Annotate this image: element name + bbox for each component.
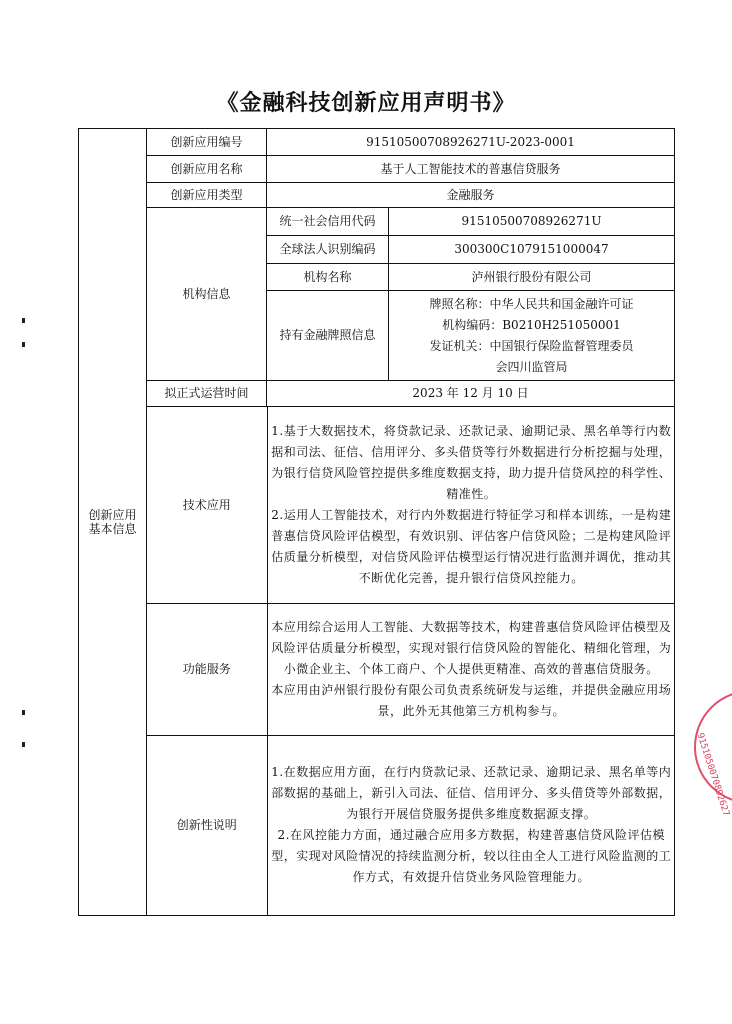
section-label-line2: 基本信息 xyxy=(88,522,137,536)
declaration-table xyxy=(78,128,675,916)
row-multi-section xyxy=(79,407,675,916)
planned-date-label: 拟正式运营时间 xyxy=(147,381,267,407)
license-line-4: 会四川监管局 xyxy=(495,359,568,374)
binding-hole-mark xyxy=(22,342,25,347)
row-app-name xyxy=(79,156,675,183)
innovation-paragraph-2: 2.在风控能力方面，通过融合应用多方数据，构建普惠信贷风险评估模型，实现对风险情况的持续监测分析，较以往由全人工进行风险监测的工作方式，有效提升信贷业务风险管理能力。 xyxy=(271,828,672,885)
license-line-3: 发证机关：中国银行保险监督管理委员 xyxy=(429,338,634,353)
row-tech xyxy=(147,407,675,603)
tech-label: 技术应用 xyxy=(147,407,267,603)
institution-label: 机构信息 xyxy=(147,208,267,381)
innovation-label: 创新性说明 xyxy=(147,735,267,915)
app-name-value: 基于人工智能技术的普惠信贷服务 xyxy=(267,156,675,183)
app-type-label: 创新应用类型 xyxy=(147,183,267,208)
row-app-number xyxy=(79,129,675,156)
function-paragraph-1: 本应用综合运用人工智能、大数据等技术，构建普惠信贷风险评估模型及风险评估质量分析模型，实现对银行信贷风险的智能化、精细化管理，为小微企业主、个体工商户、个人提供更精准、高效的普惠信贷服务。 xyxy=(271,619,672,676)
license-label: 持有金融牌照信息 xyxy=(267,291,389,381)
license-line-2: 机构编码：B0210H251050001 xyxy=(442,317,621,332)
lei-code-value: 300300C1079151000047 xyxy=(389,236,675,264)
seal-number: 9151050070892627 xyxy=(694,732,731,818)
row-innovation xyxy=(147,735,675,915)
app-number-label: 创新应用编号 xyxy=(147,129,267,156)
row-credit-code xyxy=(79,208,675,236)
function-paragraph-2: 本应用由泸州银行股份有限公司负责系统研发与运维，并提供金融应用场景，此外无其他第三方机构参与。 xyxy=(271,682,672,718)
license-info-cell xyxy=(389,291,675,381)
license-line-1: 牌照名称：中华人民共和国金融许可证 xyxy=(429,296,634,311)
app-name-label: 创新应用名称 xyxy=(147,156,267,183)
red-seal-stamp xyxy=(694,690,732,818)
detail-inner-table xyxy=(147,407,675,915)
innovation-content xyxy=(267,735,675,915)
multi-section-cell xyxy=(147,407,675,916)
tech-paragraph-2: 2.运用人工智能技术，对行内外数据进行特征学习和样本训练，一是构建普惠信贷风险评估模型，有效识别、评估客户信贷风险；二是构建风险评估质量分析模型，对信贷风险评估模型运行情况进行监测并调优，推动其不断优化完善，提升银行信贷风控能力。 xyxy=(271,507,672,585)
row-function xyxy=(147,603,675,735)
org-name-label: 机构名称 xyxy=(267,264,389,291)
function-content xyxy=(267,603,675,735)
lei-code-label: 全球法人识别编码 xyxy=(267,236,389,264)
app-type-value: 金融服务 xyxy=(267,183,675,208)
tech-paragraph-1: 1.基于大数据技术，将贷款记录、还款记录、逾期记录、黑名单等行内数据和司法、征信、信用评分、多头借贷等行外数据进行分析挖掘与处理，为银行信贷风险管控提供多维度数据支持，助力提升信贷风控的科学性、精准性。 xyxy=(271,423,672,501)
credit-code-value: 91510500708926271U xyxy=(389,208,675,236)
row-planned-date xyxy=(79,381,675,407)
binding-hole-mark xyxy=(22,742,25,747)
section-label-cell xyxy=(79,129,147,916)
document-title: 《金融科技创新应用声明书》 xyxy=(216,91,516,116)
function-label: 功能服务 xyxy=(147,603,267,735)
binding-hole-mark xyxy=(22,710,25,715)
binding-hole-mark xyxy=(22,318,25,323)
org-name-value: 泸州银行股份有限公司 xyxy=(389,264,675,291)
innovation-paragraph-1: 1.在数据应用方面，在行内贷款记录、还款记录、逾期记录、黑名单等内部数据的基础上，新引入司法、征信、信用评分、多头借贷等外部数据，为银行开展信贷服务提供多维度数据源支撑。 xyxy=(271,765,672,822)
tech-content xyxy=(267,407,675,603)
section-label-line1: 创新应用 xyxy=(88,507,137,522)
planned-date-value: 2023 年 12 月 10 日 xyxy=(267,381,675,407)
app-number-value: 91510500708926271U-2023-0001 xyxy=(267,129,675,156)
credit-code-label: 统一社会信用代码 xyxy=(267,208,389,236)
row-app-type xyxy=(79,183,675,208)
